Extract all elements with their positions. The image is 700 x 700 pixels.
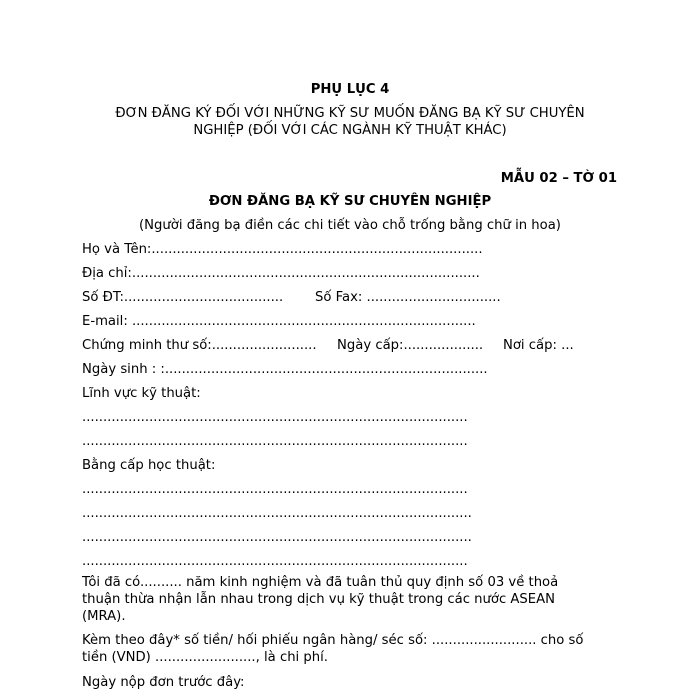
- email-field: E-mail: ..................................................................................: [82, 314, 476, 329]
- degree-line: .............................................................................................: [82, 506, 472, 521]
- payment-statement-line-1: Kèm theo đây* số tiền/ hối phiếu ngân hàng/ séc số: ......................... cho số: [82, 633, 584, 648]
- tech-field-line: ............................................................................................: [82, 410, 468, 425]
- form-subtitle-line-2: NGHIỆP (ĐỐI VỚI CÁC NGÀNH KỸ THUẬT KHÁC): [193, 123, 507, 138]
- degree-line: ............................................................................................: [82, 554, 468, 569]
- phone-field: Số ĐT:......................................: [82, 290, 284, 305]
- id-number-field: Chứng minh thư số:.........................: [82, 338, 317, 353]
- degree-label: Bằng cấp học thuật:: [82, 458, 216, 473]
- birth-date-field: Ngày sinh : :.............................................................................: [82, 362, 488, 377]
- form-subtitle-line-1: ĐƠN ĐĂNG KÝ ĐỐI VỚI NHỮNG KỸ SƯ MUỐN ĐĂNG BẠ KỸ SƯ CHUYÊN: [115, 106, 585, 121]
- fax-field: Số Fax: ................................: [315, 290, 501, 305]
- form-title: ĐƠN ĐĂNG BẠ KỸ SƯ CHUYÊN NGHIỆP: [208, 194, 492, 209]
- experience-statement-line-2: thuận thừa nhận lẫn nhau trong dịch vụ kỹ thuật trong các nước ASEAN: [82, 592, 556, 607]
- issue-place-field: Nơi cấp: ...: [503, 338, 574, 353]
- payment-statement-line-2: tiền (VND) ........................, là chi phí.: [82, 650, 328, 665]
- appendix-title: PHỤ LỤC 4: [310, 82, 390, 97]
- experience-statement-line-1: Tôi đã có.......... năm kinh nghiệm và đã tuân thủ quy định số 03 về thoả: [82, 575, 559, 590]
- issue-date-field: Ngày cấp:...................: [337, 338, 484, 353]
- full-name-field: Họ và Tên:...............................................................................: [82, 242, 483, 257]
- tech-field-label: Lĩnh vực kỹ thuật:: [82, 386, 201, 401]
- degree-line: ............................................................................................: [82, 482, 468, 497]
- form-instruction: (Người đăng bạ điền các chi tiết vào chỗ trống bằng chữ in hoa): [139, 218, 561, 233]
- experience-statement-line-3: (MRA).: [82, 609, 126, 624]
- tech-field-line: ............................................................................................: [82, 434, 468, 449]
- form-code: MẪU 02 – TỜ 01: [500, 171, 617, 186]
- degree-line: .............................................................................................: [82, 530, 472, 545]
- address-field: Địa chỉ:...................................................................................: [82, 266, 480, 281]
- previous-application-date-field: Ngày nộp đơn trước đây:: [82, 675, 245, 690]
